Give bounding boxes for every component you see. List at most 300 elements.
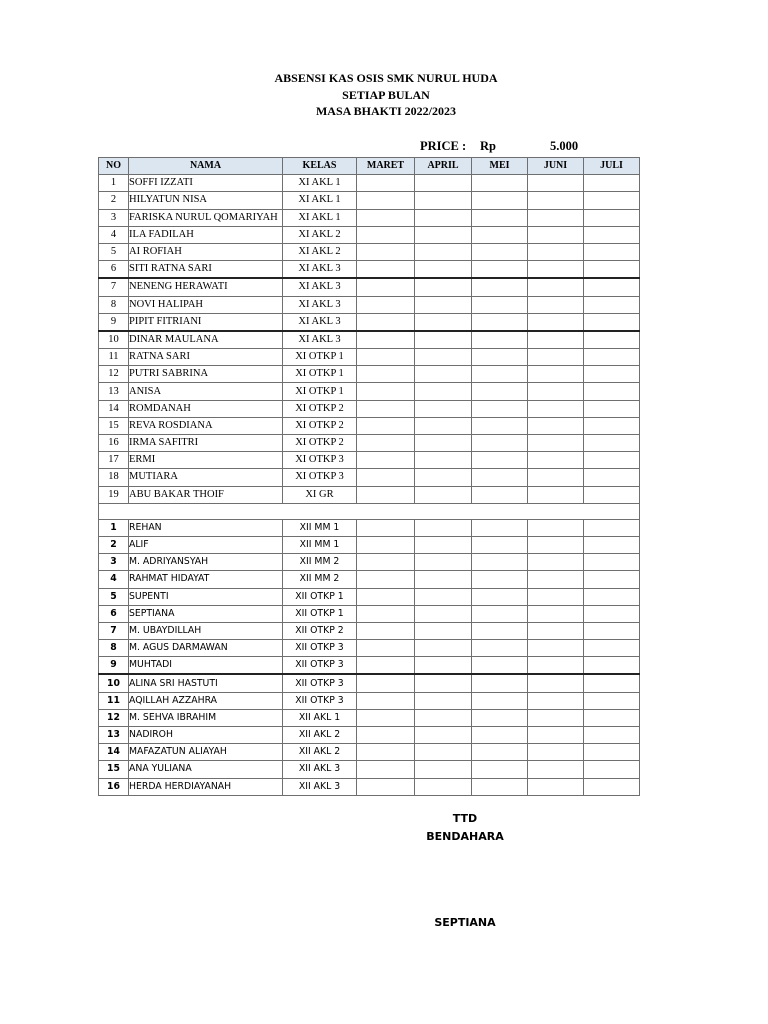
row-no: 19	[99, 486, 129, 503]
payment-cell-mei[interactable]	[472, 727, 528, 744]
row-kelas: XII AKL 1	[283, 709, 357, 726]
row-no: 1	[99, 519, 129, 536]
row-nama: SITI RATNA SARI	[129, 261, 283, 279]
payment-cell-april[interactable]	[415, 278, 472, 296]
table-row	[99, 486, 640, 503]
payment-cell-maret[interactable]	[357, 692, 415, 709]
row-kelas: XI OTKP 1	[283, 349, 357, 366]
payment-cell-mei[interactable]	[472, 554, 528, 571]
table-row	[99, 296, 640, 313]
payment-cell-mei[interactable]	[472, 366, 528, 383]
payment-cell-juli[interactable]	[584, 226, 640, 243]
row-nama: HILYATUN NISA	[129, 192, 283, 209]
row-kelas: XI OTKP 2	[283, 400, 357, 417]
payment-cell-juni[interactable]	[528, 469, 584, 486]
payment-cell-juni[interactable]	[528, 640, 584, 657]
payment-cell-maret[interactable]	[357, 417, 415, 434]
table-row	[99, 536, 640, 553]
table-row	[99, 383, 640, 400]
group-xi-body	[99, 175, 640, 504]
payment-cell-juni[interactable]	[528, 278, 584, 296]
row-no: 2	[99, 536, 129, 553]
payment-cell-juni[interactable]	[528, 554, 584, 571]
row-kelas: XII OTKP 1	[283, 605, 357, 622]
payment-cell-juni[interactable]	[528, 744, 584, 761]
table-row	[99, 209, 640, 226]
payment-cell-maret[interactable]	[357, 519, 415, 536]
row-nama: SUPENTI	[129, 588, 283, 605]
payment-cell-mei[interactable]	[472, 640, 528, 657]
row-kelas: XI OTKP 1	[283, 383, 357, 400]
payment-cell-april[interactable]	[415, 744, 472, 761]
payment-cell-mei[interactable]	[472, 192, 528, 209]
payment-cell-juni[interactable]	[528, 605, 584, 622]
payment-cell-juli[interactable]	[584, 278, 640, 296]
row-nama: SOFFI IZZATI	[129, 175, 283, 192]
payment-cell-mei[interactable]	[472, 400, 528, 417]
payment-cell-april[interactable]	[415, 657, 472, 675]
payment-cell-april[interactable]	[415, 622, 472, 639]
payment-cell-mei[interactable]	[472, 469, 528, 486]
row-kelas: XII MM 2	[283, 554, 357, 571]
payment-cell-maret[interactable]	[357, 435, 415, 452]
payment-cell-juni[interactable]	[528, 349, 584, 366]
column-header-mei: MEI	[472, 158, 528, 175]
row-nama: HERDA HERDIAYANAH	[129, 778, 283, 795]
row-kelas: XI GR	[283, 486, 357, 503]
separator-cell	[99, 503, 640, 519]
payment-cell-juni[interactable]	[528, 486, 584, 503]
payment-cell-maret[interactable]	[357, 313, 415, 331]
payment-cell-april[interactable]	[415, 674, 472, 692]
table-row	[99, 243, 640, 260]
payment-cell-juli[interactable]	[584, 435, 640, 452]
payment-cell-april[interactable]	[415, 727, 472, 744]
row-kelas: XII AKL 3	[283, 761, 357, 778]
payment-cell-maret[interactable]	[357, 727, 415, 744]
row-no: 7	[99, 622, 129, 639]
payment-cell-juni[interactable]	[528, 536, 584, 553]
row-nama: AI ROFIAH	[129, 243, 283, 260]
row-no: 15	[99, 417, 129, 434]
payment-cell-juli[interactable]	[584, 571, 640, 588]
payment-cell-maret[interactable]	[357, 175, 415, 192]
table-row	[99, 349, 640, 366]
payment-cell-juli[interactable]	[584, 469, 640, 486]
payment-cell-juli[interactable]	[584, 296, 640, 313]
row-no: 12	[99, 709, 129, 726]
row-kelas: XI OTKP 1	[283, 366, 357, 383]
table-header-row	[99, 158, 640, 175]
payment-cell-maret[interactable]	[357, 209, 415, 226]
payment-cell-juli[interactable]	[584, 709, 640, 726]
row-no: 7	[99, 278, 129, 296]
title-line-2: SETIAP BULAN	[342, 87, 430, 102]
payment-cell-april[interactable]	[415, 519, 472, 536]
row-nama: IRMA SAFITRI	[129, 435, 283, 452]
payment-cell-april[interactable]	[415, 486, 472, 503]
payment-cell-april[interactable]	[415, 383, 472, 400]
row-kelas: XI AKL 1	[283, 175, 357, 192]
payment-cell-mei[interactable]	[472, 243, 528, 260]
payment-cell-maret[interactable]	[357, 400, 415, 417]
table-row	[99, 469, 640, 486]
payment-cell-juni[interactable]	[528, 588, 584, 605]
row-no: 18	[99, 469, 129, 486]
table-row	[99, 261, 640, 279]
payment-cell-maret[interactable]	[357, 226, 415, 243]
row-no: 9	[99, 657, 129, 675]
row-kelas: XII OTKP 2	[283, 622, 357, 639]
table-row	[99, 226, 640, 243]
payment-cell-maret[interactable]	[357, 657, 415, 675]
row-nama: PUTRI SABRINA	[129, 366, 283, 383]
payment-cell-juli[interactable]	[584, 209, 640, 226]
row-nama: PIPIT FITRIANI	[129, 313, 283, 331]
row-no: 16	[99, 778, 129, 795]
payment-cell-maret[interactable]	[357, 709, 415, 726]
payment-cell-mei[interactable]	[472, 417, 528, 434]
table-row	[99, 435, 640, 452]
payment-cell-april[interactable]	[415, 554, 472, 571]
row-nama: ANISA	[129, 383, 283, 400]
payment-cell-juni[interactable]	[528, 261, 584, 279]
payment-cell-maret[interactable]	[357, 366, 415, 383]
table-row	[99, 331, 640, 349]
payment-cell-juli[interactable]	[584, 313, 640, 331]
payment-cell-maret[interactable]	[357, 605, 415, 622]
payment-cell-juni[interactable]	[528, 417, 584, 434]
row-no: 12	[99, 366, 129, 383]
payment-cell-mei[interactable]	[472, 657, 528, 675]
column-header-juni: JUNI	[528, 158, 584, 175]
payment-cell-april[interactable]	[415, 313, 472, 331]
payment-cell-juli[interactable]	[584, 400, 640, 417]
row-kelas: XII OTKP 3	[283, 674, 357, 692]
row-no: 8	[99, 296, 129, 313]
payment-cell-juni[interactable]	[528, 692, 584, 709]
payment-cell-april[interactable]	[415, 400, 472, 417]
payment-cell-juni[interactable]	[528, 435, 584, 452]
payment-cell-juni[interactable]	[528, 657, 584, 675]
table-row	[99, 417, 640, 434]
row-nama: MAFAZATUN ALIAYAH	[129, 744, 283, 761]
payment-cell-juni[interactable]	[528, 761, 584, 778]
table-row	[99, 761, 640, 778]
payment-cell-april[interactable]	[415, 192, 472, 209]
payment-cell-juni[interactable]	[528, 366, 584, 383]
payment-cell-juli[interactable]	[584, 486, 640, 503]
payment-cell-april[interactable]	[415, 331, 472, 349]
payment-cell-maret[interactable]	[357, 744, 415, 761]
payment-cell-juni[interactable]	[528, 331, 584, 349]
row-no: 11	[99, 692, 129, 709]
row-no: 14	[99, 400, 129, 417]
payment-cell-maret[interactable]	[357, 640, 415, 657]
payment-cell-maret[interactable]	[357, 192, 415, 209]
payment-cell-mei[interactable]	[472, 383, 528, 400]
row-nama: M. AGUS DARMAWAN	[129, 640, 283, 657]
payment-cell-maret[interactable]	[357, 622, 415, 639]
row-kelas: XII OTKP 3	[283, 657, 357, 675]
column-header-no: NO	[99, 158, 129, 175]
row-nama: NENENG HERAWATI	[129, 278, 283, 296]
payment-cell-juli[interactable]	[584, 692, 640, 709]
payment-cell-juli[interactable]	[584, 519, 640, 536]
payment-cell-juni[interactable]	[528, 622, 584, 639]
payment-cell-mei[interactable]	[472, 331, 528, 349]
row-nama: ANA YULIANA	[129, 761, 283, 778]
payment-cell-april[interactable]	[415, 366, 472, 383]
payment-cell-mei[interactable]	[472, 622, 528, 639]
payment-cell-juli[interactable]	[584, 674, 640, 692]
table-row	[99, 744, 640, 761]
payment-cell-april[interactable]	[415, 692, 472, 709]
row-nama: SEPTIANA	[129, 605, 283, 622]
row-no: 6	[99, 261, 129, 279]
row-nama: RATNA SARI	[129, 349, 283, 366]
signature-ttd: TTD	[452, 812, 478, 825]
payment-cell-maret[interactable]	[357, 674, 415, 692]
signature-role: BENDAHARA	[426, 830, 504, 843]
payment-cell-juni[interactable]	[528, 519, 584, 536]
payment-cell-juli[interactable]	[584, 554, 640, 571]
row-kelas: XI AKL 2	[283, 226, 357, 243]
row-kelas: XII MM 2	[283, 571, 357, 588]
title-line-1: ABSENSI KAS OSIS SMK NURUL HUDA	[274, 71, 498, 85]
separator-row	[99, 503, 640, 519]
signature-name: SEPTIANA	[434, 916, 496, 929]
table-row	[99, 674, 640, 692]
payment-cell-maret[interactable]	[357, 296, 415, 313]
payment-cell-juni[interactable]	[528, 296, 584, 313]
table-row	[99, 313, 640, 331]
row-no: 11	[99, 349, 129, 366]
table-row	[99, 588, 640, 605]
payment-cell-juni[interactable]	[528, 313, 584, 331]
column-header-maret: MARET	[357, 158, 415, 175]
payment-cell-juni[interactable]	[528, 175, 584, 192]
payment-cell-mei[interactable]	[472, 778, 528, 795]
table-row	[99, 571, 640, 588]
payment-cell-mei[interactable]	[472, 435, 528, 452]
payment-cell-mei[interactable]	[472, 744, 528, 761]
row-nama: FARISKA NURUL QOMARIYAH	[129, 209, 283, 226]
payment-cell-juli[interactable]	[584, 605, 640, 622]
row-no: 6	[99, 605, 129, 622]
payment-cell-maret[interactable]	[357, 486, 415, 503]
payment-cell-juli[interactable]	[584, 588, 640, 605]
row-no: 16	[99, 435, 129, 452]
payment-cell-april[interactable]	[415, 469, 472, 486]
payment-cell-mei[interactable]	[472, 349, 528, 366]
row-no: 14	[99, 744, 129, 761]
payment-cell-april[interactable]	[415, 536, 472, 553]
row-kelas: XI AKL 2	[283, 243, 357, 260]
payment-cell-mei[interactable]	[472, 536, 528, 553]
payment-cell-mei[interactable]	[472, 226, 528, 243]
payment-cell-juli[interactable]	[584, 366, 640, 383]
payment-cell-juli[interactable]	[584, 727, 640, 744]
row-nama: ABU BAKAR THOIF	[129, 486, 283, 503]
payment-cell-mei[interactable]	[472, 519, 528, 536]
payment-cell-maret[interactable]	[357, 571, 415, 588]
payment-cell-juli[interactable]	[584, 175, 640, 192]
payment-cell-mei[interactable]	[472, 588, 528, 605]
row-kelas: XII AKL 3	[283, 778, 357, 795]
payment-cell-maret[interactable]	[357, 261, 415, 279]
payment-cell-juli[interactable]	[584, 349, 640, 366]
row-kelas: XI AKL 3	[283, 261, 357, 279]
column-header-nama: NAMA	[129, 158, 283, 175]
payment-cell-april[interactable]	[415, 640, 472, 657]
table-row	[99, 709, 640, 726]
payment-cell-juni[interactable]	[528, 778, 584, 795]
column-header-juli: JULI	[584, 158, 640, 175]
payment-cell-juli[interactable]	[584, 761, 640, 778]
row-nama: AQILLAH AZZAHRA	[129, 692, 283, 709]
payment-cell-juli[interactable]	[584, 243, 640, 260]
payment-cell-mei[interactable]	[472, 278, 528, 296]
payment-cell-maret[interactable]	[357, 536, 415, 553]
row-no: 10	[99, 331, 129, 349]
payment-cell-mei[interactable]	[472, 296, 528, 313]
price-currency: Rp	[480, 139, 496, 153]
payment-cell-april[interactable]	[415, 226, 472, 243]
payment-cell-mei[interactable]	[472, 674, 528, 692]
row-kelas: XII OTKP 3	[283, 640, 357, 657]
table-row	[99, 278, 640, 296]
payment-cell-april[interactable]	[415, 175, 472, 192]
payment-cell-juli[interactable]	[584, 261, 640, 279]
payment-cell-mei[interactable]	[472, 605, 528, 622]
payment-cell-mei[interactable]	[472, 709, 528, 726]
payment-cell-maret[interactable]	[357, 469, 415, 486]
table-row	[99, 657, 640, 675]
row-kelas: XI AKL 1	[283, 209, 357, 226]
payment-cell-maret[interactable]	[357, 554, 415, 571]
payment-cell-juni[interactable]	[528, 727, 584, 744]
payment-cell-april[interactable]	[415, 261, 472, 279]
document-title	[0, 70, 768, 120]
payment-cell-juli[interactable]	[584, 192, 640, 209]
payment-cell-maret[interactable]	[357, 278, 415, 296]
payment-cell-juni[interactable]	[528, 226, 584, 243]
row-nama: DINAR MAULANA	[129, 331, 283, 349]
payment-cell-april[interactable]	[415, 605, 472, 622]
row-nama: MUTIARA	[129, 469, 283, 486]
payment-cell-mei[interactable]	[472, 761, 528, 778]
payment-cell-mei[interactable]	[472, 313, 528, 331]
table-row	[99, 605, 640, 622]
row-no: 9	[99, 313, 129, 331]
payment-cell-mei[interactable]	[472, 486, 528, 503]
row-nama: M. UBAYDILLAH	[129, 622, 283, 639]
payment-cell-juni[interactable]	[528, 674, 584, 692]
payment-cell-mei[interactable]	[472, 209, 528, 226]
payment-cell-juli[interactable]	[584, 622, 640, 639]
payment-cell-april[interactable]	[415, 709, 472, 726]
row-no: 17	[99, 452, 129, 469]
payment-cell-maret[interactable]	[357, 761, 415, 778]
row-kelas: XI AKL 3	[283, 296, 357, 313]
payment-cell-april[interactable]	[415, 761, 472, 778]
payment-cell-maret[interactable]	[357, 243, 415, 260]
payment-cell-maret[interactable]	[357, 331, 415, 349]
row-nama: ERMI	[129, 452, 283, 469]
payment-cell-april[interactable]	[415, 571, 472, 588]
payment-cell-maret[interactable]	[357, 452, 415, 469]
payment-cell-mei[interactable]	[472, 175, 528, 192]
payment-cell-april[interactable]	[415, 778, 472, 795]
payment-cell-april[interactable]	[415, 349, 472, 366]
row-no: 4	[99, 226, 129, 243]
row-nama: RAHMAT HIDAYAT	[129, 571, 283, 588]
row-kelas: XII MM 1	[283, 536, 357, 553]
payment-cell-mei[interactable]	[472, 692, 528, 709]
row-no: 10	[99, 674, 129, 692]
payment-cell-juli[interactable]	[584, 452, 640, 469]
payment-cell-juli[interactable]	[584, 536, 640, 553]
payment-cell-juni[interactable]	[528, 709, 584, 726]
payment-cell-juni[interactable]	[528, 400, 584, 417]
payment-cell-juni[interactable]	[528, 192, 584, 209]
payment-cell-maret[interactable]	[357, 778, 415, 795]
row-no: 5	[99, 243, 129, 260]
payment-cell-juni[interactable]	[528, 452, 584, 469]
payment-cell-juni[interactable]	[528, 571, 584, 588]
payment-cell-april[interactable]	[415, 296, 472, 313]
row-no: 2	[99, 192, 129, 209]
payment-cell-april[interactable]	[415, 588, 472, 605]
payment-cell-maret[interactable]	[357, 349, 415, 366]
payment-cell-april[interactable]	[415, 435, 472, 452]
payment-cell-maret[interactable]	[357, 588, 415, 605]
payment-cell-juli[interactable]	[584, 383, 640, 400]
table-row	[99, 175, 640, 192]
payment-cell-juli[interactable]	[584, 744, 640, 761]
row-nama: ROMDANAH	[129, 400, 283, 417]
table-row	[99, 692, 640, 709]
payment-cell-juli[interactable]	[584, 778, 640, 795]
row-nama: ALINA SRI HASTUTI	[129, 674, 283, 692]
attendance-table	[98, 157, 640, 796]
row-kelas: XII AKL 2	[283, 744, 357, 761]
payment-cell-juli[interactable]	[584, 640, 640, 657]
payment-cell-april[interactable]	[415, 452, 472, 469]
payment-cell-juni[interactable]	[528, 209, 584, 226]
payment-cell-mei[interactable]	[472, 571, 528, 588]
table-row	[99, 519, 640, 536]
row-kelas: XI OTKP 2	[283, 417, 357, 434]
table-row	[99, 727, 640, 744]
payment-cell-april[interactable]	[415, 209, 472, 226]
payment-cell-mei[interactable]	[472, 452, 528, 469]
payment-cell-juli[interactable]	[584, 657, 640, 675]
payment-cell-juni[interactable]	[528, 383, 584, 400]
row-kelas: XI AKL 3	[283, 278, 357, 296]
row-no: 1	[99, 175, 129, 192]
row-kelas: XI OTKP 3	[283, 469, 357, 486]
payment-cell-april[interactable]	[415, 243, 472, 260]
payment-cell-juli[interactable]	[584, 331, 640, 349]
payment-cell-maret[interactable]	[357, 383, 415, 400]
payment-cell-april[interactable]	[415, 417, 472, 434]
row-kelas: XII OTKP 1	[283, 588, 357, 605]
payment-cell-juni[interactable]	[528, 243, 584, 260]
payment-cell-mei[interactable]	[472, 261, 528, 279]
payment-cell-juli[interactable]	[584, 417, 640, 434]
